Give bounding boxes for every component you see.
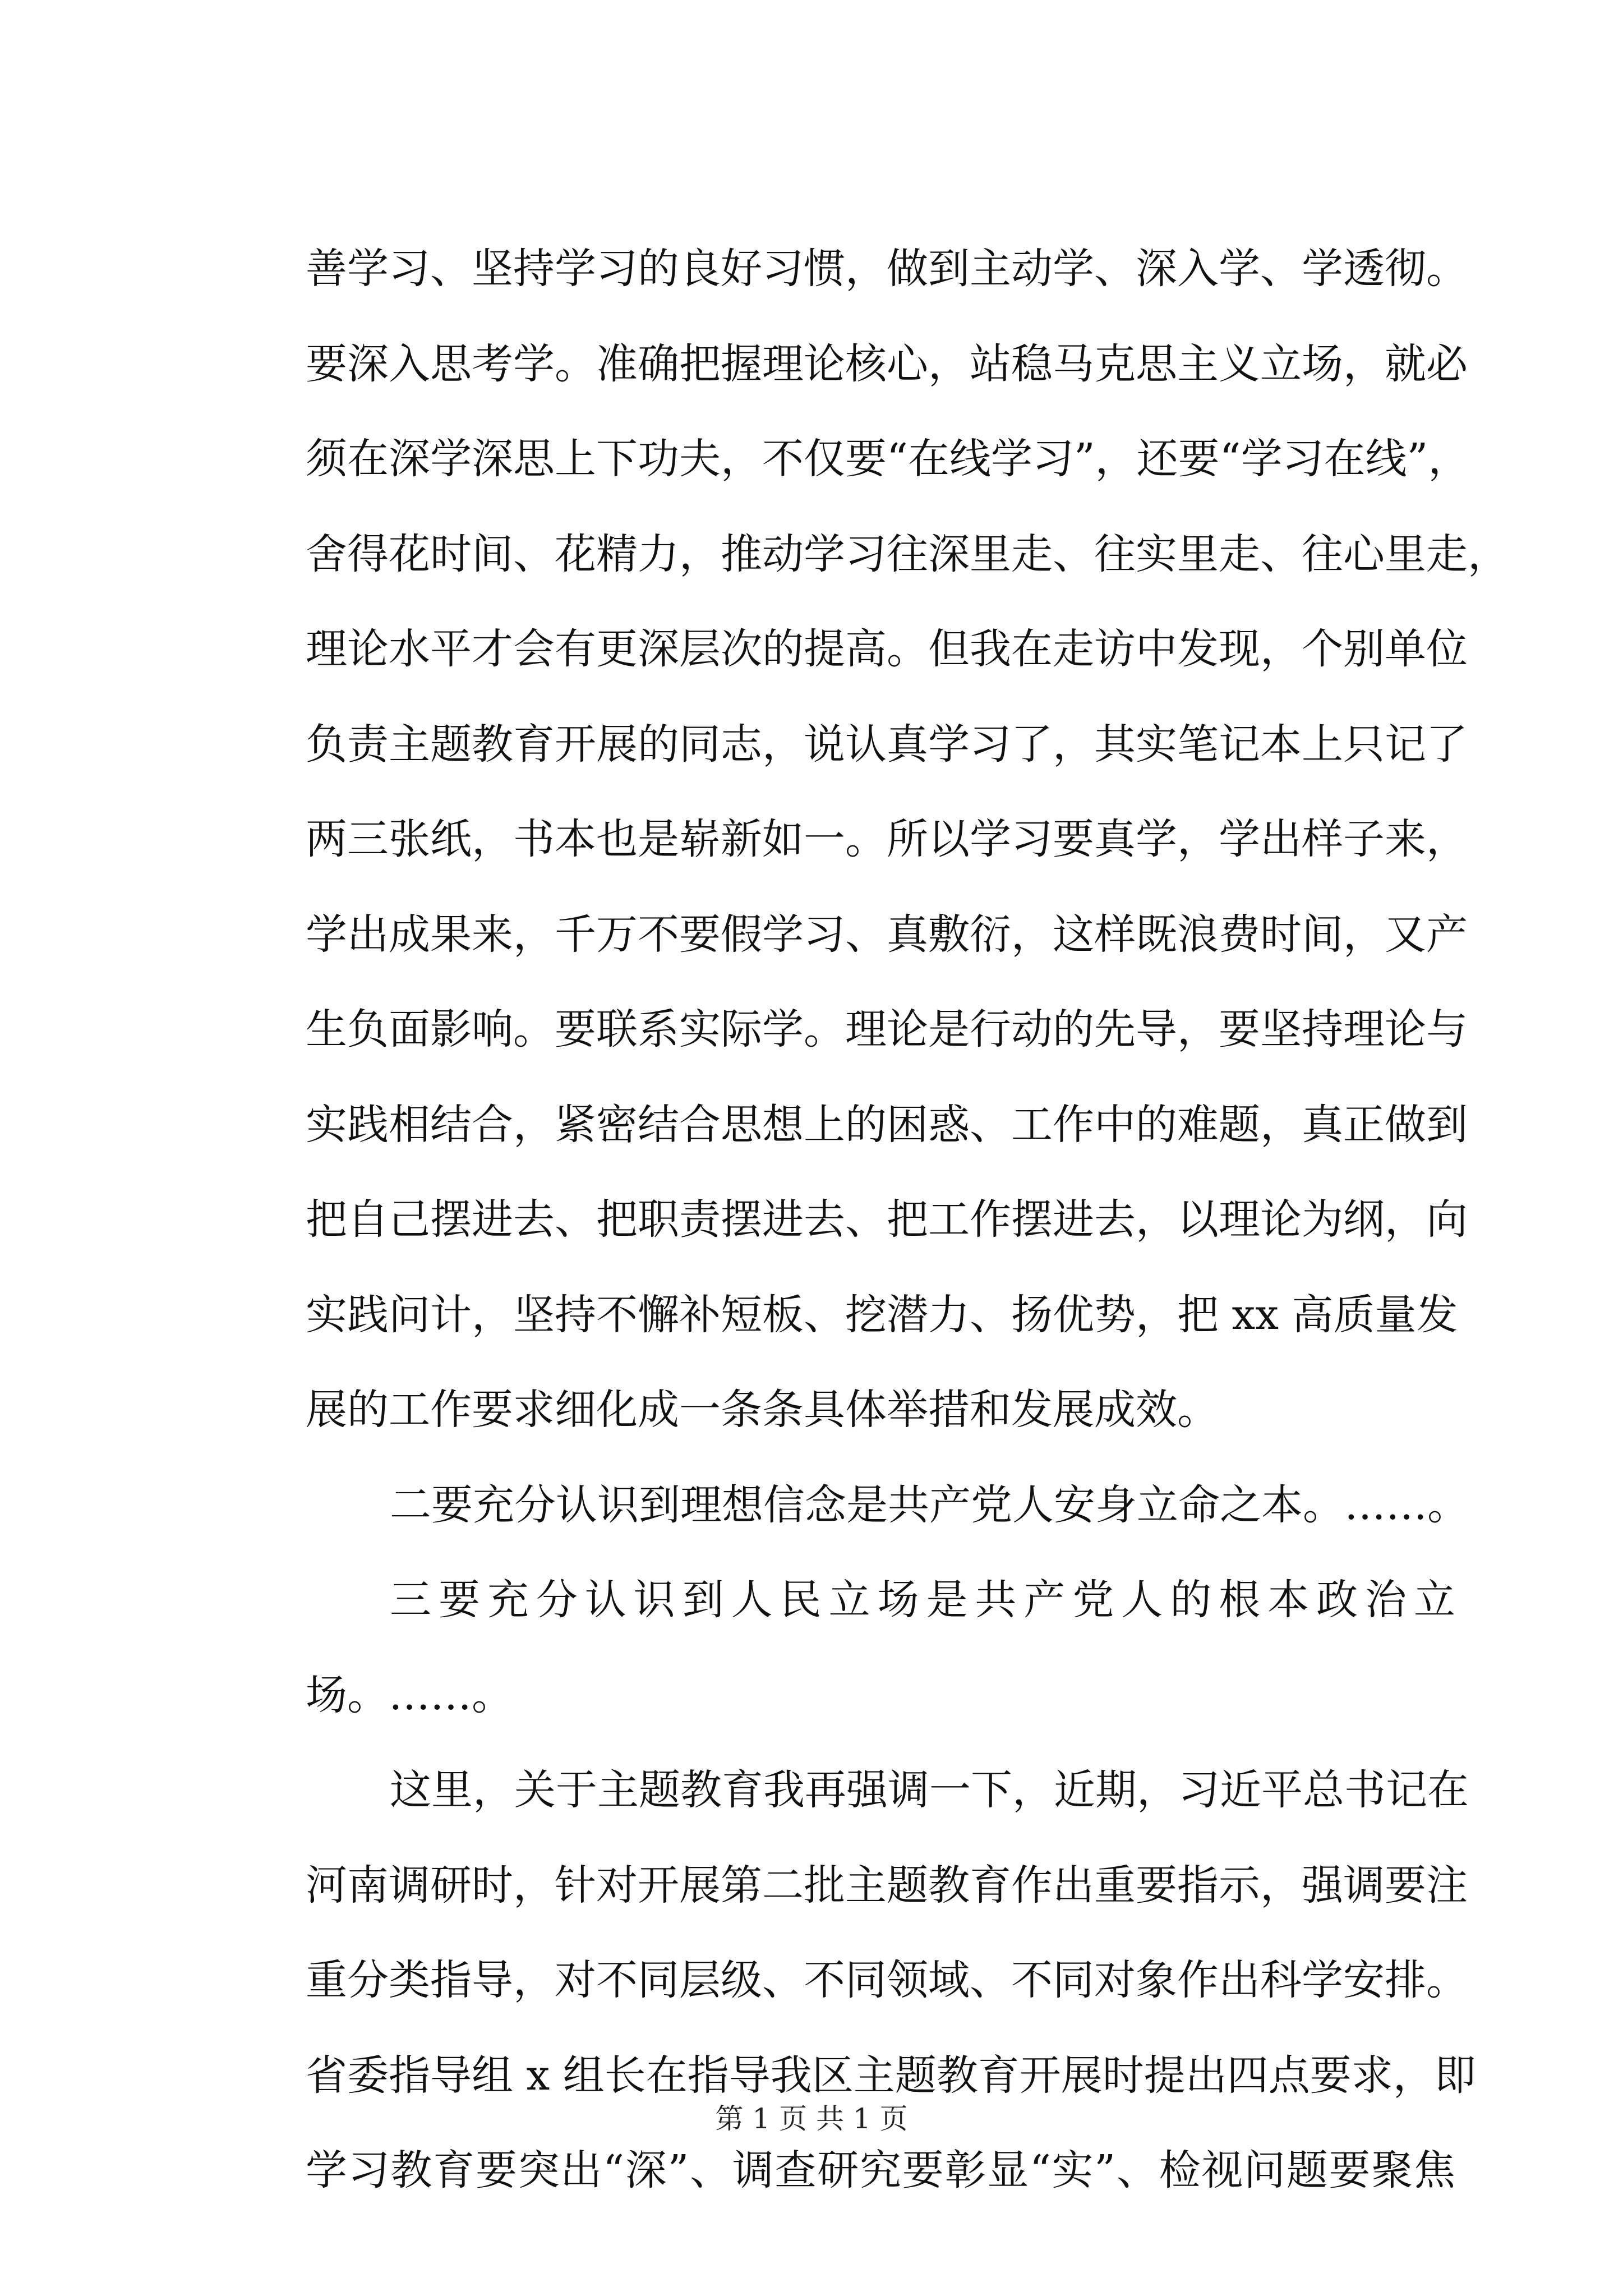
text-line: 两三张纸，书本也是崭新如一。所以学习要真学，学出样子来，	[306, 815, 1468, 863]
text-line: 理论水平才会有更深层次的提高。但我在走访中发现，个别单位	[306, 625, 1468, 673]
text-line: 二要充分认识到理想信念是共产党人安身立命之本。……。	[390, 1480, 1469, 1529]
text-line: 负责主题教育开展的同志，说认真学习了，其实笔记本上只记了	[306, 720, 1468, 769]
text-line: 生负面影响。要联系实际学。理论是行动的先导，要坚持理论与	[306, 1005, 1468, 1053]
text-line: 要深入思考学。准确把握理论核心，站稳马克思主义立场，就必	[306, 339, 1468, 388]
text-line: 三要充分认识到人民立场是共产党人的根本政治立	[390, 1576, 1455, 1624]
text-line: 河南调研时，针对开展第二批主题教育作出重要指示，强调要注	[306, 1861, 1468, 1910]
text-line: 这里，关于主题教育我再强调一下，近期，习近平总书记在	[390, 1766, 1469, 1814]
text-line: 重分类指导，对不同层级、不同领域、不同对象作出科学安排。	[306, 1956, 1468, 2004]
text-line: 把自己摆进去、把职责摆进去、把工作摆进去，以理论为纲，向	[306, 1195, 1468, 1244]
text-line: 学出成果来，千万不要假学习、真敷衍，这样既浪费时间，又产	[306, 910, 1468, 959]
document-body	[306, 222, 1509, 2219]
text-line: 省委指导组 x 组长在指导我区主题教育开展时提出四点要求，即	[306, 2051, 1476, 2100]
text-line: 善学习、坚持学习的良好习惯，做到主动学、深入学、学透彻。	[306, 245, 1468, 293]
text-line: 场。……。	[306, 1671, 513, 1719]
text-line: 舍得花时间、花精力，推动学习往深里走、往实里走、往心里走，	[306, 530, 1509, 578]
text-line: 实践相结合，紧密结合思想上的困惑、工作中的难题，真正做到	[306, 1100, 1468, 1149]
text-line: 须在深学深思上下功夫，不仅要“在线学习”，还要“学习在线”，	[306, 435, 1470, 483]
page-footer: 第 1 页 共 1 页	[715, 2102, 908, 2135]
text-line: 实践问计，坚持不懈补短板、挖潜力、扬优势，把 xx 高质量发	[306, 1290, 1458, 1339]
text-line: 展的工作要求细化成一条条具体举措和发展成效。	[306, 1386, 1219, 1434]
text-line: 学习教育要突出“深”、调查研究要彰显“实”、检视问题要聚焦	[306, 2146, 1455, 2194]
